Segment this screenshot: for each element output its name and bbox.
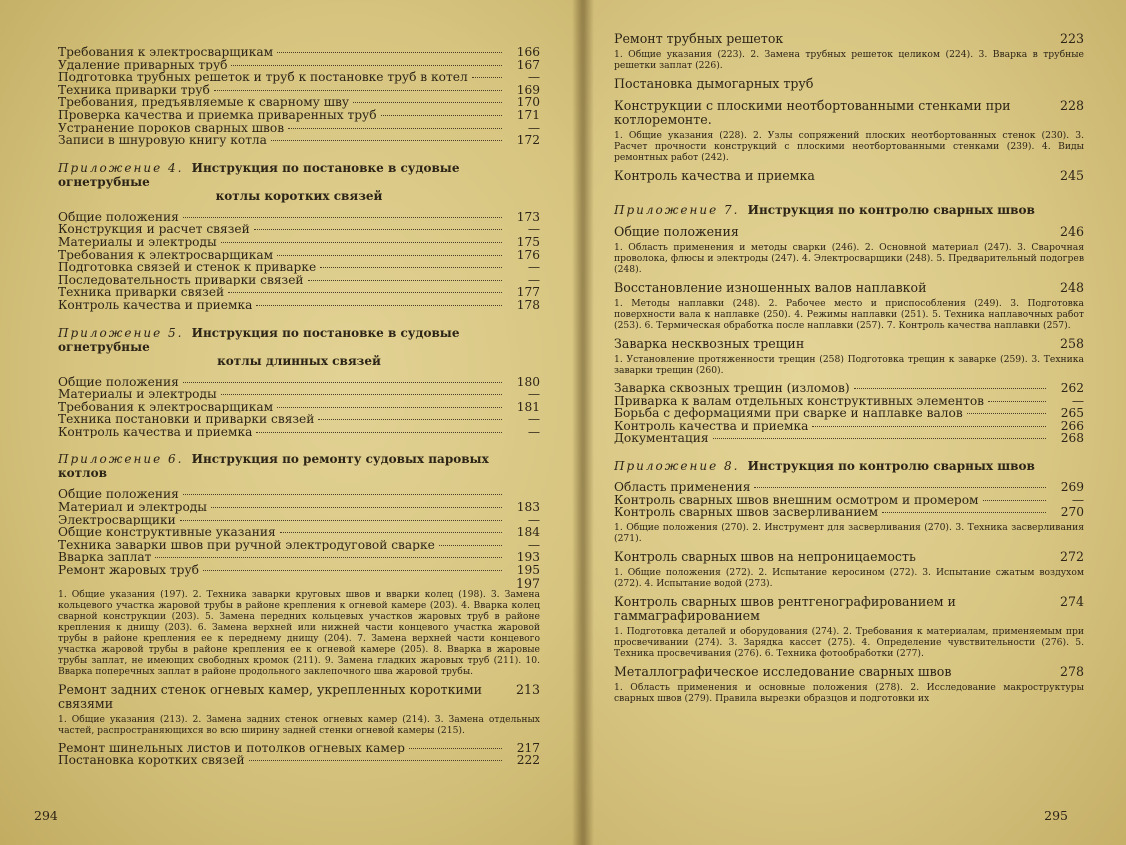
- page-number: 294: [34, 808, 58, 823]
- toc-title: Проверка качества и приемка приваренных труб: [58, 108, 377, 122]
- toc-entry: [58, 261, 540, 274]
- appendix-title: Инструкция по контролю сварных швов: [747, 203, 1035, 217]
- toc-entry: [58, 413, 540, 426]
- toc-title: Ремонт задних стенок огневых камер, укрепленных короткими связями: [58, 681, 483, 711]
- toc-page: 258: [1059, 336, 1084, 351]
- dot-leader: [183, 494, 502, 495]
- toc-entry: [58, 539, 540, 552]
- dot-leader: [439, 545, 502, 546]
- toc-entry: [58, 376, 540, 389]
- toc-page: 213: [515, 681, 540, 697]
- appendix-title: Инструкция по ремонту судовых паровых котлов: [58, 452, 489, 481]
- toc-title: Контроль качества и приемка: [614, 168, 815, 183]
- toc-title: Постановка коротких связей: [58, 754, 245, 767]
- toc-list: [58, 376, 540, 439]
- toc-page: —: [527, 424, 540, 439]
- dot-leader: [228, 292, 502, 293]
- dot-leader: [256, 305, 502, 306]
- dot-leader: [183, 382, 502, 383]
- toc-title: Удаление приварных труб: [58, 58, 228, 72]
- toc-entry: [58, 742, 540, 755]
- toc-page: —: [527, 120, 540, 135]
- toc-entry: [58, 426, 540, 439]
- toc-page: 272: [1059, 548, 1084, 564]
- dot-leader: [983, 500, 1046, 501]
- toc-page: 265: [1060, 406, 1084, 421]
- toc-page: 193: [516, 550, 540, 565]
- toc-title: Контроль сварных швов засверливанием: [614, 506, 879, 519]
- right-toc-column: [614, 30, 1084, 710]
- dot-leader: [155, 557, 502, 558]
- toc-title: Электросварщики: [58, 513, 176, 527]
- toc-page: 195: [516, 563, 540, 578]
- toc-description: 1. Общие положения (272). 2. Испытание керосином (272). 3. Испытание сжатым воздухом (272). 4. Испытание водой (273).: [614, 566, 1084, 589]
- dot-leader: [713, 438, 1046, 439]
- toc-page: 172: [516, 133, 540, 148]
- toc-entry: [58, 286, 540, 299]
- toc-entry: [58, 488, 540, 501]
- dot-leader: [271, 140, 502, 141]
- toc-entry: [58, 96, 540, 109]
- toc-page: 269: [1060, 479, 1084, 494]
- toc-entry: [614, 481, 1084, 494]
- toc-section: [58, 683, 540, 711]
- toc-title: Контроль качества и приемка: [614, 419, 809, 433]
- toc-sections: [614, 522, 1084, 704]
- toc-description: 1. Общие указания (223). 2. Замена трубных решеток целиком (224). 3. Вварка в трубные решетки заплат (226).: [614, 49, 1084, 71]
- toc-title: Требования, предъявляемые к сварному шву: [58, 96, 350, 109]
- toc-entry: [58, 551, 540, 564]
- toc-title: Документация: [614, 432, 709, 445]
- toc-entry: [58, 564, 540, 577]
- dot-leader: [280, 532, 502, 533]
- dot-leader: [318, 419, 502, 420]
- toc-list: [58, 211, 540, 312]
- toc-entry: [58, 274, 540, 287]
- toc-page: 171: [516, 107, 540, 122]
- toc-page: 170: [516, 95, 540, 110]
- toc-title: Подготовка связей и стенок к приварке: [58, 261, 317, 274]
- dot-leader: [256, 432, 502, 433]
- dot-leader: [203, 570, 502, 571]
- toc-entry: [614, 420, 1084, 433]
- toc-title: Требования к электросварщикам: [58, 46, 274, 59]
- toc-entry: [58, 122, 540, 135]
- toc-title: Контроль качества и приемка: [58, 425, 253, 439]
- toc-title: Контроль сварных швов на непроницаемость: [614, 548, 916, 564]
- toc-title: Конструкции с плоскими неотбортованными стенками при котлоремонте.: [614, 98, 1011, 127]
- dot-leader: [353, 102, 502, 103]
- toc-sections: [614, 225, 1084, 376]
- toc-entry: [58, 223, 540, 236]
- toc-entry: [614, 506, 1084, 519]
- toc-page: 183: [516, 500, 540, 515]
- toc-page: 268: [1060, 431, 1084, 446]
- dot-leader: [231, 65, 502, 66]
- left-toc-column: [58, 46, 540, 767]
- toc-page: 262: [1060, 381, 1084, 395]
- toc-page: —: [527, 387, 540, 402]
- dot-leader: [754, 487, 1046, 488]
- toc-title: Техника приварки связей: [58, 286, 225, 299]
- toc-title: Общие положения: [614, 224, 739, 239]
- toc-title: Восстановление изношенных валов наплавкой: [614, 280, 927, 295]
- toc-page: —: [527, 222, 540, 237]
- toc-title: Вварка заплат: [58, 551, 152, 565]
- toc-section: [614, 32, 1084, 46]
- toc-page: 223: [1059, 31, 1084, 46]
- toc-title: Контроль сварных швов рентгенографированием и гаммаграфированием: [614, 593, 956, 623]
- toc-list: [58, 488, 540, 576]
- toc-title: Общие положения: [58, 210, 179, 224]
- toc-title: Общие конструктивные указания: [58, 526, 276, 539]
- toc-page: 246: [1059, 224, 1084, 239]
- toc-title: Материал и электроды: [58, 501, 207, 514]
- toc-title: Заварка несквозных трещин: [614, 336, 805, 351]
- toc-entry: [58, 46, 540, 59]
- toc-title: Последовательность приварки связей: [58, 273, 304, 287]
- toc-page: —: [527, 512, 540, 527]
- dot-leader: [854, 388, 1046, 389]
- toc-title: Металлографическое исследование сварных швов: [614, 663, 952, 679]
- toc-entry: [614, 432, 1084, 445]
- toc-page: 166: [516, 45, 540, 59]
- toc-description: 1. Общие положения (270). 2. Инструмент для засверливания (270). 3. Техника засверливания (271).: [614, 521, 1084, 544]
- toc-title: Заварка сквозных трещин (изломов): [614, 382, 850, 395]
- toc-entry: [58, 388, 540, 401]
- toc-page: —: [1071, 492, 1084, 507]
- toc-page: —: [527, 412, 540, 427]
- toc-page: 177: [516, 285, 540, 300]
- toc-page: 222: [516, 753, 540, 768]
- toc-page: 178: [516, 297, 540, 312]
- toc-description: 1. Установление протяженности трещин (258) Подготовка трещин к заварке (259). 3. Техника заварки трещин (260).: [614, 354, 1084, 376]
- toc-list: [614, 481, 1084, 519]
- dot-leader: [288, 128, 502, 129]
- toc-title: Подготовка трубных решеток и труб к постановке труб в котел: [58, 71, 468, 84]
- toc-page: 167: [516, 57, 540, 72]
- toc-title: Общие положения: [58, 488, 179, 502]
- dot-leader: [277, 52, 502, 53]
- appendix-title: Инструкция по контролю сварных швов: [747, 458, 1035, 473]
- toc-entry: [58, 754, 540, 767]
- toc-entry: [58, 299, 540, 312]
- toc-title: Контроль сварных швов внешним осмотром и промером: [614, 493, 979, 507]
- dot-leader: [221, 394, 502, 395]
- toc-page: 184: [516, 525, 540, 540]
- toc-entry: [58, 59, 540, 72]
- toc-list: [58, 742, 540, 767]
- appendix-title: Инструкция по постановке в судовые огнетрубные: [58, 325, 460, 354]
- book-gutter: [572, 0, 594, 845]
- toc-entry: [58, 134, 540, 147]
- toc-page: 228: [1059, 98, 1084, 113]
- toc-section: [614, 550, 1084, 564]
- toc-title: Требования к электросварщикам: [58, 248, 274, 262]
- toc-title: Ремонт трубных решеток: [614, 31, 784, 46]
- toc-entry: [58, 501, 540, 514]
- toc-page: 180: [516, 374, 540, 389]
- toc-page: 274: [1059, 593, 1084, 609]
- toc-description: 1. Методы наплавки (248). 2. Рабочее место и приспособления (249). 3. Подготовка поверхности вала к наплавке (250). 4. Режимы наплавки (251). 5. Техника наплавочных работ (253). 6. Термическая обработка после наплавки (257). 7. Контроль качества наплавки (257).: [614, 298, 1084, 331]
- toc-entry: [58, 109, 540, 122]
- appendix-4-heading: [58, 161, 540, 203]
- toc-title: Область применения: [614, 480, 751, 494]
- toc-description: 1. Общие указания (197). 2. Техника заварки круговых швов и вварки колец (198). 3. Замена кольцевого участка жаровой трубы в районе крепления к огневой камере (203). 4. Вварка колец сварной конструкции (203). 5. Замена передних кольцевых участков жаровых труб в районе крепления к днищу (203). 6. Замена верхней или нижней части концевого участка жаровой трубы в районе крепления ее к переднему днищу (204). 7. Замена верхней части концевого участка жаровой трубы в районе крепления ее к огневой камере (205). 8. Вварка в жаровые трубы заплат, не имеющих свободных кромок (211). 9. Замена гладких жаровых труб (211). 10. Вварка поперечных заплат в районе продольного заклепочного шва жаровой трубы.: [58, 588, 540, 677]
- toc-entry: [58, 514, 540, 527]
- toc-page: 173: [516, 209, 540, 224]
- dot-leader: [812, 426, 1046, 427]
- dot-leader: [381, 115, 502, 116]
- toc-title: Борьба с деформациями при сварке и наплавке валов: [614, 407, 963, 420]
- toc-section: [614, 77, 1084, 91]
- toc-section: [614, 665, 1084, 679]
- dot-leader: [254, 229, 502, 230]
- toc-page: 278: [1059, 663, 1084, 679]
- toc-description: 1. Область применения и основные положения (278). 2. Исследование макроструктуры сварных швов (279). Правила вырезки образцов и подготовки их: [614, 681, 1084, 704]
- toc-section: [614, 169, 1084, 183]
- dot-leader: [214, 90, 502, 91]
- dot-leader: [882, 512, 1046, 513]
- appendix-label: Приложение 4.: [58, 160, 184, 175]
- toc-entry: [58, 211, 540, 224]
- toc-section: [614, 337, 1084, 351]
- toc-title: Техника заварки швов при ручной электродуговой сварке: [58, 538, 435, 552]
- dot-leader: [308, 280, 502, 281]
- appendix-title-cont: котлы коротких связей: [215, 188, 383, 203]
- toc-description: 1. Подготовка деталей и оборудования (274). 2. Требования к материалам, применяемым при просвечивании (274). 3. Зарядка кассет (275). 4. Определение чувствительности (276). 5. Техника просвечивания (276). 6. Техника фотообработки (277).: [614, 625, 1084, 659]
- toc-page: 217: [516, 740, 540, 755]
- appendix-label: Приложение 7.: [614, 203, 740, 217]
- toc-title: Материалы и электроды: [58, 235, 217, 249]
- toc-title: Техника постановки и приварки связей: [58, 413, 315, 426]
- toc-entry: [614, 382, 1084, 395]
- toc-page: 175: [516, 234, 540, 249]
- toc-page: 176: [516, 247, 540, 262]
- toc-title: Приварка к валам отдельных конструктивных элементов: [614, 394, 985, 408]
- toc-sections: [614, 32, 1084, 189]
- dot-leader: [409, 748, 502, 749]
- toc-description: 1. Область применения и методы сварки (246). 2. Основной материал (247). 3. Сварочная проволока, флюсы и электроды (247). 4. Электросварщики (248). 5. Предварительный подогрев (248).: [614, 242, 1084, 275]
- toc-page: —: [527, 537, 540, 552]
- toc-list: [614, 382, 1084, 445]
- toc-title: Постановка дымогарных труб: [614, 76, 814, 91]
- dot-leader: [180, 520, 502, 521]
- toc-entry: [58, 71, 540, 84]
- toc-entry: [58, 526, 540, 539]
- toc-entry: [58, 84, 540, 97]
- dot-leader: [277, 255, 502, 256]
- toc-title: Ремонт жаровых труб: [58, 564, 199, 577]
- appendix-label: Приложение 8.: [614, 458, 740, 473]
- appendix-title-cont: котлы длинных связей: [217, 353, 381, 368]
- appendix-title: Инструкция по постановке в судовые огнетрубные: [58, 160, 460, 189]
- toc-entry: [58, 236, 540, 249]
- toc-section: [614, 281, 1084, 295]
- toc-page: 248: [1059, 280, 1084, 295]
- toc-page: —: [527, 70, 540, 85]
- toc-section: [614, 225, 1084, 239]
- toc-page: 270: [1060, 505, 1084, 520]
- toc-title: Записи в шнуровую книгу котла: [58, 134, 267, 147]
- toc-list: [58, 46, 540, 147]
- dot-leader: [988, 401, 1046, 402]
- toc-page: —: [527, 260, 540, 275]
- appendix-5-heading: [58, 326, 540, 368]
- appendix-label: Приложение 5.: [58, 325, 184, 340]
- toc-entry: [614, 407, 1084, 420]
- toc-page: 181: [516, 399, 540, 414]
- toc-page: 197: [515, 575, 540, 591]
- dot-leader: [183, 217, 502, 218]
- toc-title: Контроль качества и приемка: [58, 298, 253, 312]
- toc-page: 266: [1060, 418, 1084, 433]
- toc-description: 1. Общие указания (213). 2. Замена задних стенок огневых камер (214). 3. Замена отдельных частей, распространяющихся во всю ширину задней стенки огневой камеры (215).: [58, 713, 540, 736]
- dot-leader: [472, 77, 502, 78]
- appendix-6-heading: [58, 452, 540, 480]
- toc-page: —: [527, 272, 540, 287]
- toc-entry: [58, 401, 540, 414]
- appendix-label: Приложение 6.: [58, 452, 184, 467]
- toc-entry: [614, 494, 1084, 507]
- toc-page: 169: [516, 82, 540, 97]
- appendix-7-heading: [614, 203, 1084, 217]
- toc-page: 245: [1059, 168, 1084, 183]
- toc-entry: [614, 395, 1084, 408]
- dot-leader: [967, 413, 1046, 414]
- toc-title: Требования к электросварщикам: [58, 400, 274, 414]
- dot-leader: [211, 507, 502, 508]
- toc-description: 1. Общие указания (228). 2. Узлы сопряжений плоских неотбортованных стенок (230). 3. Расчет прочности конструкций с плоскими неотбортованными стенками (239). 4. Виды ремонтных работ (242).: [614, 130, 1084, 163]
- dot-leader: [221, 242, 502, 243]
- toc-title: Техника приварки труб: [58, 83, 210, 97]
- toc-title: Материалы и электроды: [58, 388, 217, 401]
- toc-title: Общие положения: [58, 375, 179, 389]
- toc-title: Устранение пороков сварных швов: [58, 121, 285, 135]
- toc-title: Ремонт шинельных листов и потолков огневых камер: [58, 741, 405, 755]
- toc-title: Конструкция и расчет связей: [58, 223, 250, 236]
- dot-leader: [277, 407, 502, 408]
- page-number: 295: [1044, 808, 1068, 823]
- toc-entry: [58, 249, 540, 262]
- toc-page: —: [1071, 393, 1084, 408]
- right-page: [580, 0, 1126, 845]
- dot-leader: [320, 267, 502, 268]
- appendix-8-heading: [614, 459, 1084, 473]
- toc-section: [614, 595, 1084, 623]
- dot-leader: [249, 760, 502, 761]
- toc-section: [614, 99, 1084, 127]
